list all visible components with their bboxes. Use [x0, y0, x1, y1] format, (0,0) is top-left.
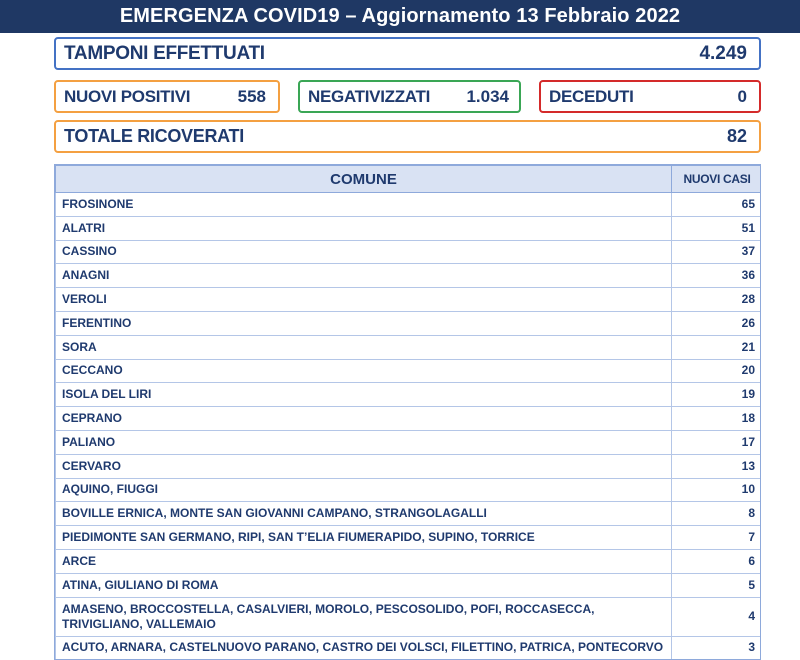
table-row — [56, 636, 762, 660]
positivi-label: NUOVI POSITIVI — [64, 86, 191, 106]
comune-cell: SORA — [56, 335, 672, 359]
table-row — [56, 597, 762, 636]
tamponi-box — [54, 37, 761, 70]
comune-cell: AQUINO, FIUGGI — [56, 478, 672, 502]
nuovi-casi-cell: 19 — [672, 383, 762, 407]
table-row — [56, 478, 762, 502]
table-row — [56, 383, 762, 407]
table-row — [56, 549, 762, 573]
nuovi-casi-cell: 3 — [672, 636, 762, 660]
nuovi-casi-cell: 10 — [672, 478, 762, 502]
nuovi-casi-cell: 5 — [672, 573, 762, 597]
nuovi-casi-cell: 18 — [672, 407, 762, 431]
nuovi-casi-cell: 37 — [672, 240, 762, 264]
comune-cell: PIEDIMONTE SAN GERMANO, RIPI, SAN T’ELIA FIUMERAPIDO, SUPINO, TORRICE — [56, 526, 672, 550]
comune-cell: CASSINO — [56, 240, 672, 264]
nuovi-casi-cell: 17 — [672, 430, 762, 454]
table-row — [56, 454, 762, 478]
tamponi-value: 4.249 — [699, 42, 747, 64]
nuovi-casi-cell: 7 — [672, 526, 762, 550]
comune-cell: BOVILLE ERNICA, MONTE SAN GIOVANNI CAMPANO, STRANGOLAGALLI — [56, 502, 672, 526]
table-row — [56, 240, 762, 264]
negativizzati-value: 1.034 — [466, 86, 509, 106]
table-row — [56, 264, 762, 288]
ricoverati-value: 82 — [726, 126, 747, 146]
comune-cell: CECCANO — [56, 359, 672, 383]
comune-cell: ARCE — [56, 549, 672, 573]
table-header-row — [56, 166, 762, 193]
positivi-value: 558 — [237, 86, 266, 106]
comune-cell: ACUTO, ARNARA, CASTELNUOVO PARANO, CASTRO DEI VOLSCI, FILETTINO, PATRICA, PONTECORVO — [56, 636, 672, 660]
deceduti-box — [539, 80, 761, 113]
table-row — [56, 359, 762, 383]
comune-cell: FROSINONE — [56, 193, 672, 217]
comune-cell: ANAGNI — [56, 264, 672, 288]
table-row — [56, 288, 762, 312]
tamponi-label: TAMPONI EFFETTUATI — [64, 42, 265, 64]
nuovi-casi-cell: 26 — [672, 311, 762, 335]
nuovi-casi-cell: 28 — [672, 288, 762, 312]
deceduti-value: 0 — [737, 86, 747, 106]
table-row — [56, 311, 762, 335]
comune-cell: VEROLI — [56, 288, 672, 312]
comune-column-header: COMUNE — [56, 166, 672, 193]
table-row — [56, 216, 762, 240]
nuovi-casi-cell: 6 — [672, 549, 762, 573]
cases-table — [55, 165, 761, 660]
comune-cell: CERVARO — [56, 454, 672, 478]
page-header — [0, 0, 800, 33]
comune-cell: FERENTINO — [56, 311, 672, 335]
nuovi-casi-column-header: NUOVI CASI — [672, 166, 762, 193]
table-body — [56, 193, 762, 660]
nuovi-casi-cell: 8 — [672, 502, 762, 526]
comune-cell: CEPRANO — [56, 407, 672, 431]
comune-cell: PALIANO — [56, 430, 672, 454]
table-row — [56, 407, 762, 431]
ricoverati-box — [54, 120, 761, 153]
table-row — [56, 526, 762, 550]
negativizzati-label: NEGATIVIZZATI — [308, 86, 431, 106]
nuovi-casi-cell: 21 — [672, 335, 762, 359]
nuovi-casi-cell: 51 — [672, 216, 762, 240]
positivi-box — [54, 80, 280, 113]
table-row — [56, 193, 762, 217]
comune-cell: ISOLA DEL LIRI — [56, 383, 672, 407]
table-row — [56, 502, 762, 526]
nuovi-casi-cell: 65 — [672, 193, 762, 217]
negativizzati-box — [298, 80, 521, 113]
nuovi-casi-cell: 13 — [672, 454, 762, 478]
comune-cell: AMASENO, BROCCOSTELLA, CASALVIERI, MOROLO, PESCOSOLIDO, POFI, ROCCASECCA, TRIVIGLIANO, VALLEMAIO — [56, 597, 672, 636]
comune-cell: ATINA, GIULIANO DI ROMA — [56, 573, 672, 597]
cases-table-container — [54, 164, 761, 660]
deceduti-label: DECEDUTI — [549, 86, 634, 106]
comune-cell: ALATRI — [56, 216, 672, 240]
ricoverati-label: TOTALE RICOVERATI — [64, 126, 244, 146]
nuovi-casi-cell: 20 — [672, 359, 762, 383]
page-title: EMERGENZA COVID19 – Aggiornamento 13 Febbraio 2022 — [119, 5, 681, 27]
table-row — [56, 430, 762, 454]
table-row — [56, 335, 762, 359]
nuovi-casi-cell: 4 — [672, 597, 762, 636]
table-row — [56, 573, 762, 597]
nuovi-casi-cell: 36 — [672, 264, 762, 288]
